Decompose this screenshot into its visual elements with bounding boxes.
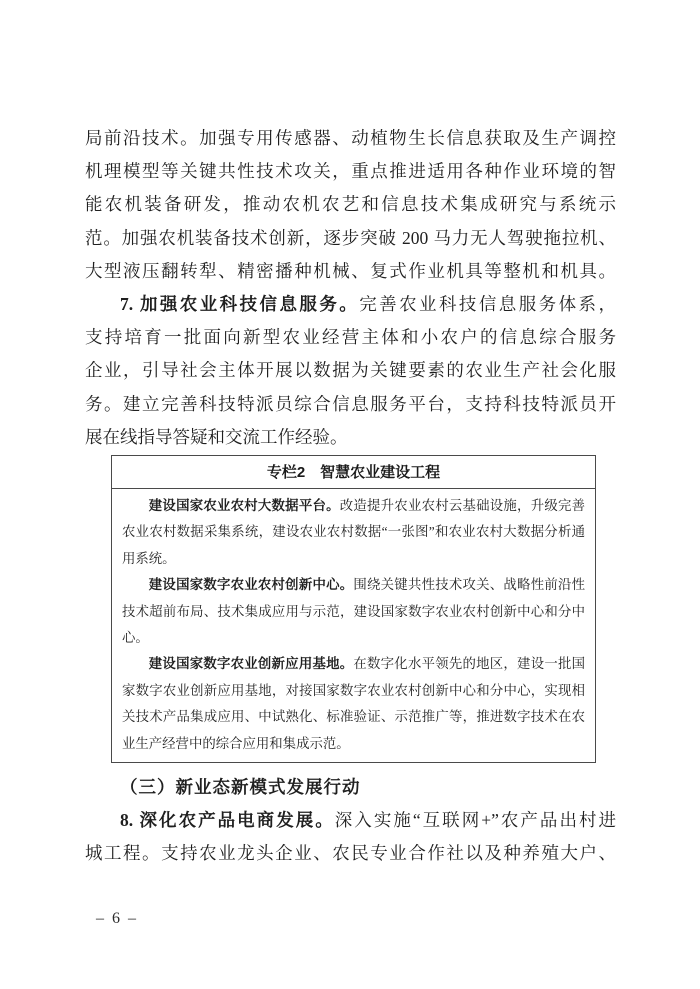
- box-text-line: 关技术产品集成应用、中试熟化、标准验证、示范推广等，推进数字技术在农: [122, 709, 585, 725]
- box-text-line: 农业农村数据采集系统，建设农业农村数据“一张图”和农业农村大数据分析通: [122, 524, 585, 540]
- box-paragraph-bold-lead: 建设国家数字农业创新应用基地。: [148, 656, 354, 672]
- box-text-line: 业生产经营中的综合应用和集成示范。: [122, 735, 350, 751]
- box-paragraph-first-line: [122, 572, 585, 598]
- paragraph-8-lead-rest: 深入实施“互联网+”农产品出村进: [334, 810, 617, 831]
- text-line: 局前沿技术。加强专用传感器、动植物生长信息获取及生产调控: [85, 128, 616, 148]
- text-line: 机理模型等关键共性技术攻关，重点推进适用各种作业环境的智: [85, 161, 616, 182]
- text-line: 大型液压翻转犁、精密播种机械、复式作业机具等整机和机具。: [85, 260, 616, 281]
- paragraph-7-bold-lead: 7. 加强农业科技信息服务。: [120, 293, 360, 314]
- paragraph-7-first-line: [85, 288, 616, 321]
- box-paragraph-bold-lead: 建设国家农业农村大数据平台。: [148, 498, 340, 513]
- box-paragraph-lead-rest: 围绕关键共性技术攻关、战略性前沿性: [353, 577, 586, 593]
- body-text: [85, 122, 616, 454]
- box-paragraph-first-line: [122, 493, 585, 519]
- text-line: 能农机装备研发，推动农机农艺和信息技术集成研究与系统示: [85, 194, 616, 215]
- text-line: 企业，引导社会主体开展以数据为关键要素的农业生产社会化服: [85, 360, 616, 381]
- text-line: 范。加强农机装备技术创新，逐步突破 200 马力无人驾驶拖拉机、: [85, 227, 616, 248]
- paragraph-7-lead-rest: 完善农业科技信息服务体系，: [359, 293, 616, 314]
- box-text-line: 家数字农业创新应用基地，对接国家数字农业农村创新中心和分中心，实现相: [122, 682, 585, 698]
- special-column-box: [111, 455, 596, 763]
- text-line: 支持培育一批面向新型农业经营主体和小农户的信息综合服务: [85, 327, 616, 348]
- box-text-line: 心。: [122, 629, 149, 645]
- box-paragraph-first-line: [122, 651, 585, 677]
- box-text-line: 技术超前布局、技术集成应用与示范，建设国家数字农业农村创新中心和分中: [122, 603, 585, 619]
- box-title: 专栏2 智慧农业建设工程: [112, 456, 595, 489]
- paragraph-8-first-line: [85, 804, 616, 837]
- box-paragraph-lead-rest: 在数字化水平领先的地区，建设一批国: [353, 656, 586, 672]
- page-number: – 6 –: [96, 910, 138, 927]
- box-text-line: 用系统。: [122, 550, 176, 566]
- box-body: [112, 489, 595, 762]
- text-line: 展在线指导答疑和交流工作经验。: [85, 426, 348, 447]
- box-paragraph-lead-rest: 改造提升农业农村云基础设施，升级完善: [339, 498, 586, 513]
- section-three: [85, 771, 616, 871]
- box-paragraph-bold-lead: 建设国家数字农业农村创新中心。: [148, 577, 354, 593]
- text-line: 城工程。支持农业龙头企业、农民专业合作社以及种养殖大户、: [85, 843, 616, 864]
- paragraph-8-bold-lead: 8. 深化农产品电商发展。: [120, 810, 335, 831]
- text-line: 务。建立完善科技特派员综合信息服务平台，支持科技特派员开: [85, 393, 616, 414]
- section-heading: （三）新业态新模式发展行动: [120, 777, 361, 797]
